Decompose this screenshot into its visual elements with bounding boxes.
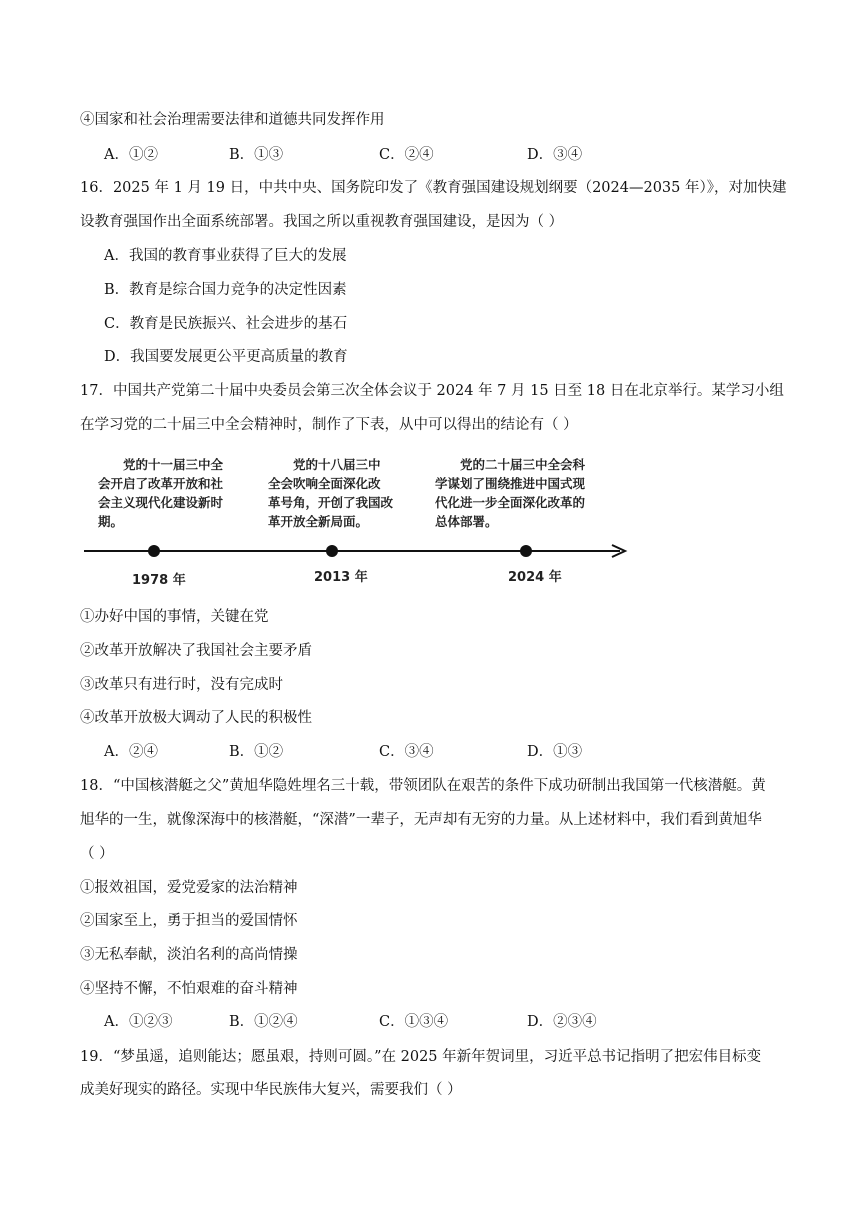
q16-option-d[interactable]: D．我国要发展更公平更高质量的教育 (104, 349, 348, 365)
q17-choices (104, 742, 744, 762)
timeline-year-1978: 1978 年 (132, 573, 186, 588)
q16-stem-line1: 16．2025 年 1 月 19 日，中共中央、国务院印发了《教育强国建设规划纲要（2024—2035 年）》，对加快建 (80, 180, 787, 196)
q18-stem-line3: （ ） (80, 846, 114, 862)
q18-choice-d[interactable]: D．②③④ (527, 1014, 597, 1030)
q16-option-c[interactable]: C．教育是民族振兴、社会进步的基石 (104, 316, 348, 332)
q17-choice-b[interactable]: B．①② (229, 744, 284, 760)
q15-choice-b[interactable]: B．①③ (229, 147, 284, 163)
q16-stem-line2: 设教育强国作出全面系统部署。我国之所以重视教育强国建设，是因为（ ） (80, 214, 564, 230)
timeline-year-2013: 2013 年 (314, 570, 368, 585)
timeline-year-2024: 2024 年 (508, 570, 562, 585)
q16-option-a[interactable]: A．我国的教育事业获得了巨大的发展 (104, 248, 347, 264)
timeline-event-2013: 党的十八届三中 全会吹响全面深化改 革号角，开创了我国改 革开放全新局面。 (268, 457, 394, 529)
q18-choice-b[interactable]: B．①②④ (229, 1014, 298, 1030)
q15-choices (104, 145, 744, 165)
timeline-dot-1978 (148, 545, 160, 557)
q18-statement-4: ④坚持不懈，不怕艰难的奋斗精神 (80, 981, 298, 997)
q17-stem-line2: 在学习党的二十届三中全会精神时，制作了下表，从中可以得出的结论有（ ） (80, 417, 578, 433)
timeline-dot-2013 (326, 545, 338, 557)
q18-choice-a[interactable]: A．①②③ (104, 1014, 173, 1030)
q17-choice-c[interactable]: C．③④ (379, 744, 434, 760)
q15-choice-a[interactable]: A．①② (104, 147, 158, 163)
q17-choice-d[interactable]: D．①③ (527, 744, 583, 760)
q18-stem-line1: 18．“中国核潜艇之父”黄旭华隐姓埋名三十载，带领团队在艰苦的条件下成功研制出我国第一代核潜艇。黄 (80, 778, 766, 794)
q18-statement-3: ③无私奉献，淡泊名利的高尚情操 (80, 947, 298, 963)
q16-option-b[interactable]: B．教育是综合国力竞争的决定性因素 (104, 282, 347, 298)
q18-statement-1: ①报效祖国，爱党爱家的法治精神 (80, 880, 298, 896)
timeline-dot-2024 (520, 545, 532, 557)
q18-stem-line2: 旭华的一生，就像深海中的核潜艇，“深潜”一辈子，无声却有无穷的力量。从上述材料中，我们看到黄旭华 (80, 812, 762, 828)
q18-statement-2: ②国家至上，勇于担当的爱国情怀 (80, 913, 298, 929)
q15-choice-c[interactable]: C．②④ (379, 147, 434, 163)
q18-choices (104, 1012, 744, 1032)
timeline-event-2024: 党的二十届三中全会科 学谋划了围绕推进中国式现 代化进一步全面深化改革的 总体部署。 (435, 457, 586, 529)
q19-stem-line1: 19．“梦虽遥，追则能达；愿虽艰，持则可圆。”在 2025 年新年贺词里，习近平总书记指明了把宏伟目标变 (80, 1049, 762, 1065)
q15-statement-4: ④国家和社会治理需要法律和道德共同发挥作用 (80, 112, 385, 128)
timeline-event-1978: 党的十一届三中全 会开启了改革开放和社 会主义现代化建设新时 期。 (98, 457, 224, 529)
q15-choice-d[interactable]: D．③④ (527, 147, 583, 163)
q17-stem-line1: 17．中国共产党第二十届中央委员会第三次全体会议于 2024 年 7 月 15 日至 18 日在北京举行。某学习小组 (80, 383, 784, 399)
q17-choice-a[interactable]: A．②④ (104, 744, 158, 760)
q18-choice-c[interactable]: C．①③④ (379, 1014, 449, 1030)
q17-statement-3: ③改革只有进行时，没有完成时 (80, 677, 283, 693)
q17-statement-2: ②改革开放解决了我国社会主要矛盾 (80, 643, 312, 659)
q17-statement-4: ④改革开放极大调动了人民的积极性 (80, 710, 312, 726)
q19-stem-line2: 成美好现实的路径。实现中华民族伟大复兴，需要我们（ ） (80, 1082, 462, 1098)
q17-timeline-figure (80, 455, 640, 595)
q17-statement-1: ①办好中国的事情，关键在党 (80, 609, 269, 625)
